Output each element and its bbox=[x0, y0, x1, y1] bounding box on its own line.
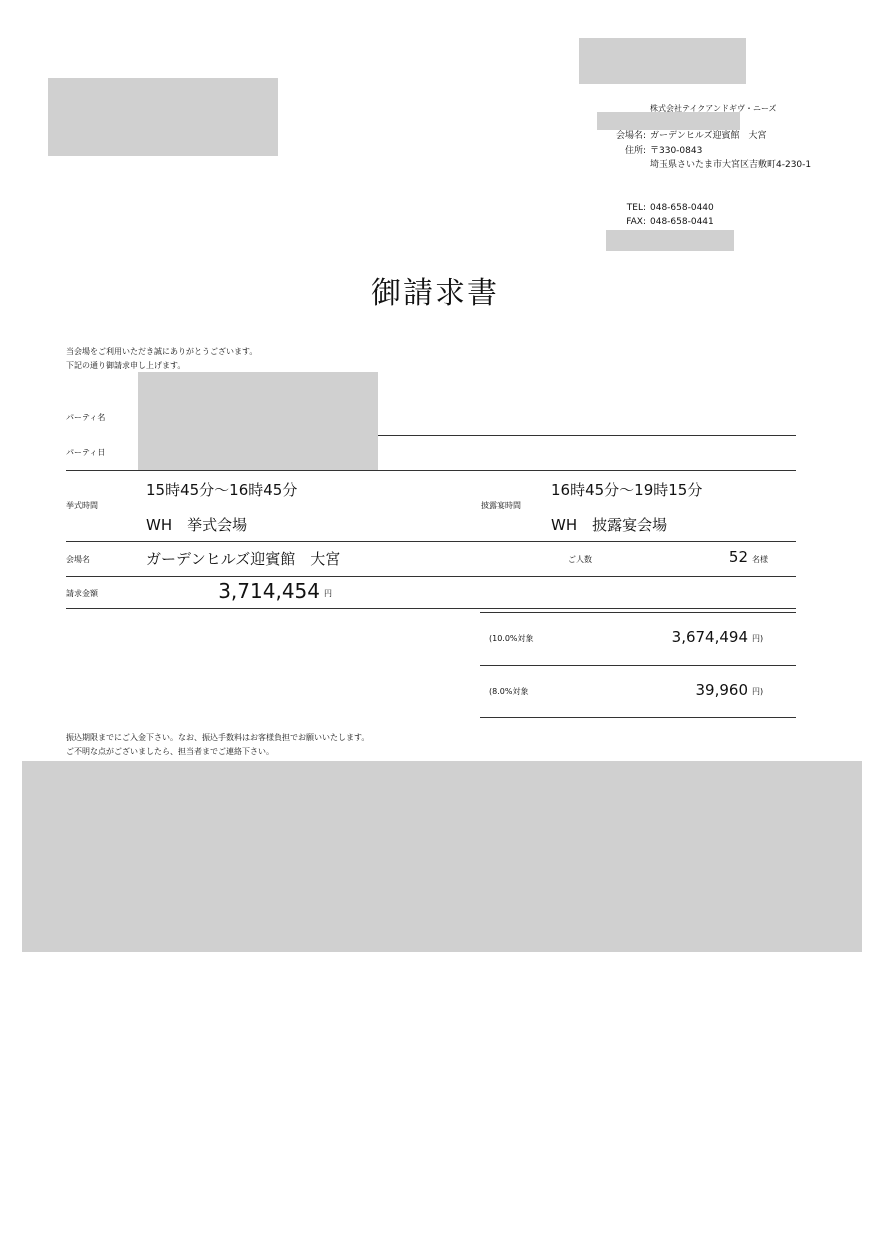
party-date-label: パーティ日 bbox=[66, 448, 106, 457]
tax-divider-double bbox=[480, 612, 796, 613]
note-line-2: ご不明な点がございましたら、担当者までご連絡下さい。 bbox=[66, 747, 274, 756]
company-tel: 048-658-0440 bbox=[650, 203, 714, 213]
tax8-amount: 39,960 bbox=[695, 681, 748, 699]
row-divider bbox=[378, 435, 796, 436]
amount-unit: 円 bbox=[324, 589, 332, 598]
ceremony-time: 15時45分～16時45分 bbox=[146, 481, 298, 499]
tax10-unit: 円) bbox=[752, 634, 764, 643]
page-title: 御請求書 bbox=[371, 276, 499, 311]
redacted-logo-block bbox=[579, 38, 746, 84]
venue-label: 会場名 bbox=[66, 555, 90, 564]
tax-divider bbox=[480, 665, 796, 666]
redacted-recipient-block bbox=[48, 78, 278, 156]
redacted-party-info bbox=[138, 372, 378, 470]
tax-divider bbox=[480, 717, 796, 718]
greeting-line-2: 下記の通り御請求申し上げます。 bbox=[66, 361, 186, 370]
guests-count: 52 bbox=[728, 548, 748, 566]
note-line-1: 振込期限までにご入金下さい。なお、振込手数料はお客様負担でお願いいたします。 bbox=[66, 733, 370, 742]
tax10-amount: 3,674,494 bbox=[671, 628, 748, 646]
company-address-label: 住所: bbox=[624, 146, 646, 156]
company-name: 株式会社テイクアンドギヴ・ニーズ bbox=[650, 104, 777, 113]
guests-label: ご人数 bbox=[568, 555, 592, 564]
company-address: 埼玉県さいたま市大宮区吉敷町4-230-1 bbox=[650, 160, 812, 170]
reception-time-label: 披露宴時間 bbox=[481, 501, 521, 510]
row-divider bbox=[66, 470, 796, 471]
greeting-line-1: 当会場をご利用いただき誠にありがとうございます。 bbox=[66, 347, 258, 356]
company-fax: 048-658-0441 bbox=[650, 217, 714, 227]
redacted-contact-line bbox=[606, 230, 734, 251]
tax8-unit: 円) bbox=[752, 687, 764, 696]
company-tel-label: TEL: bbox=[626, 203, 646, 213]
ceremony-place: WH 挙式会場 bbox=[146, 516, 248, 534]
tax8-label: (8.0%対象 bbox=[489, 687, 529, 696]
reception-time: 16時45分～19時15分 bbox=[551, 481, 703, 499]
tax10-label: (10.0%対象 bbox=[489, 634, 534, 643]
row-divider bbox=[66, 541, 796, 542]
ceremony-time-label: 挙式時間 bbox=[66, 501, 98, 510]
guests-unit: 名様 bbox=[752, 555, 768, 564]
party-name-label: パーティ名 bbox=[66, 413, 106, 422]
company-postal: 〒330-0843 bbox=[650, 146, 703, 156]
venue-value: ガーデンヒルズ迎賓館 大宮 bbox=[146, 550, 341, 568]
company-venue-label: 会場名: bbox=[615, 131, 646, 141]
reception-place: WH 披露宴会場 bbox=[551, 516, 668, 534]
redacted-bank-info bbox=[22, 761, 862, 952]
amount-label: 請求金額 bbox=[66, 589, 98, 598]
amount-value: 3,714,454 bbox=[218, 579, 320, 603]
company-venue: ガーデンヒルズ迎賓館 大宮 bbox=[650, 131, 767, 141]
row-divider bbox=[66, 608, 796, 609]
company-fax-label: FAX: bbox=[626, 217, 646, 227]
row-divider bbox=[66, 576, 796, 577]
